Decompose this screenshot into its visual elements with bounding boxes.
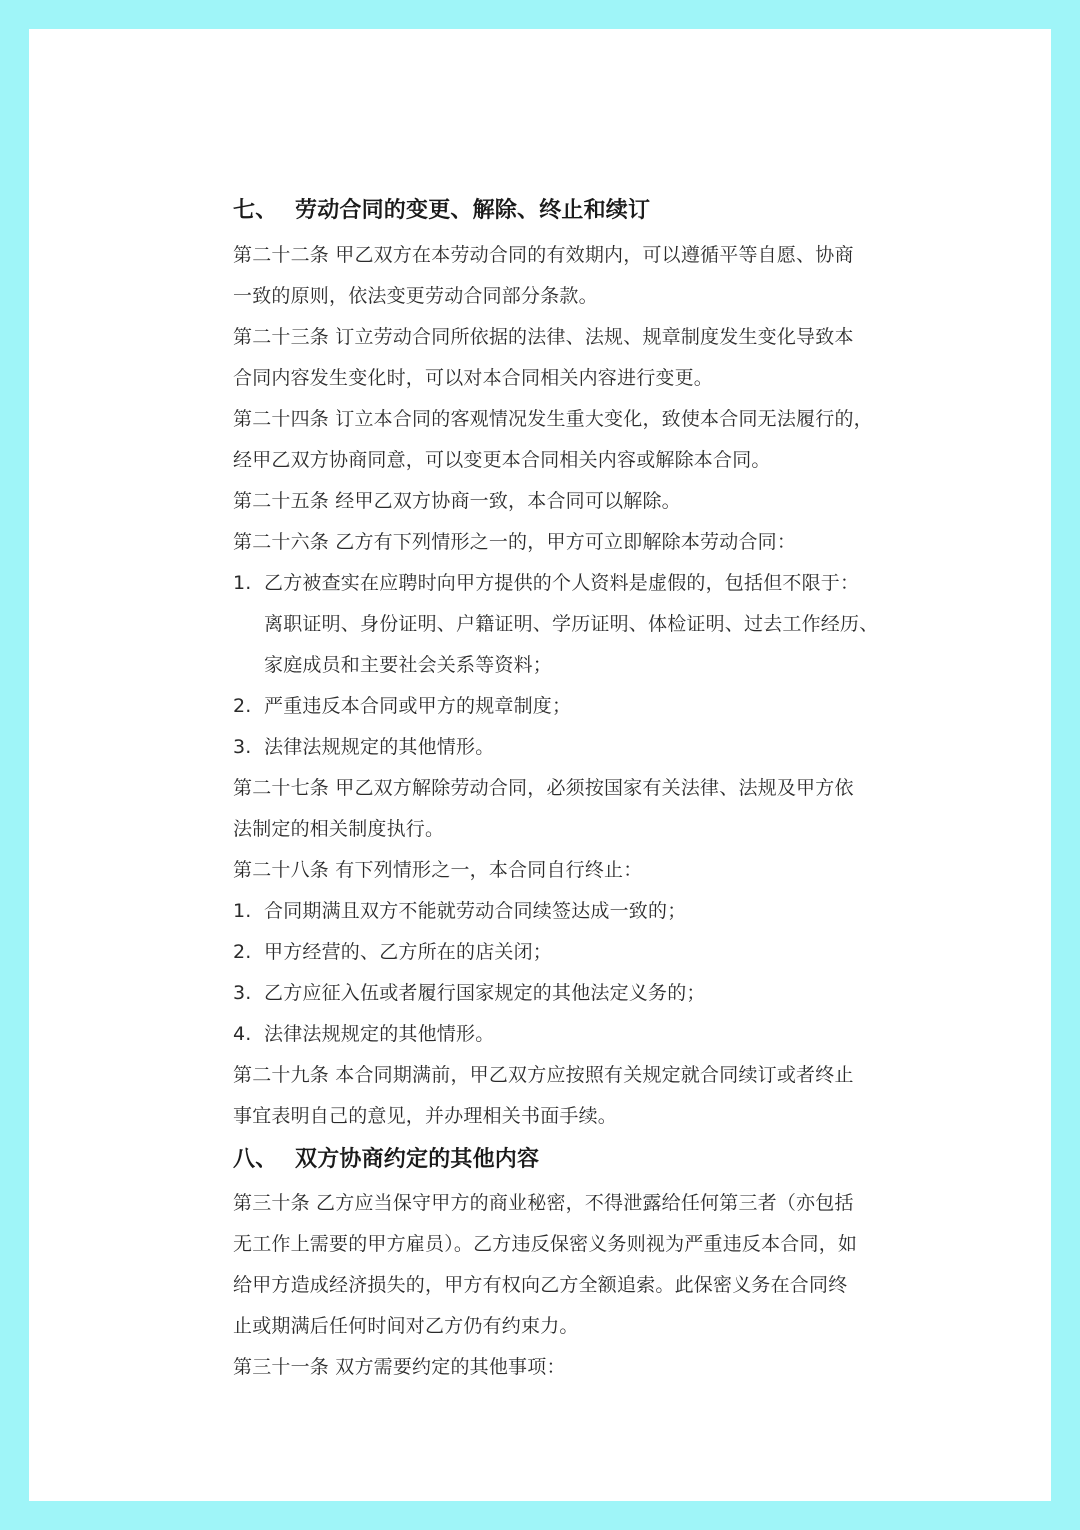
list-item-text: 甲方经营的、乙方所在的店关闭； bbox=[264, 941, 553, 963]
article-27-line: 法制定的相关制度执行。 bbox=[233, 818, 445, 840]
list-item-text: 法律法规规定的其他情形。 bbox=[264, 736, 495, 758]
article-28: 第二十八条 有下列情形之一，本合同自行终止： bbox=[233, 859, 643, 881]
article-28-item-4 bbox=[233, 1014, 913, 1055]
list-item-line: 家庭成员和主要社会关系等资料； bbox=[264, 654, 553, 676]
article-30 bbox=[233, 1183, 913, 1347]
article-30-line: 无工作上需要的甲方雇员）。乙方违反保密义务则视为严重违反本合同，如 bbox=[233, 1233, 858, 1255]
list-item-number: 1. bbox=[233, 572, 252, 594]
article-29-line: 事宜表明自己的意见，并办理相关书面手续。 bbox=[233, 1105, 618, 1127]
article-26-item-1 bbox=[233, 563, 913, 686]
list-item-number: 3. bbox=[233, 982, 252, 1004]
list-item-number: 3. bbox=[233, 736, 252, 758]
article-30-line: 止或期满后任何时间对乙方仍有约束力。 bbox=[233, 1315, 579, 1337]
article-30-line: 给甲方造成经济损失的，甲方有权向乙方全额追索。此保密义务在合同终 bbox=[233, 1274, 848, 1296]
article-25: 第二十五条 经甲乙双方协商一致，本合同可以解除。 bbox=[233, 490, 681, 512]
article-24 bbox=[233, 399, 913, 481]
list-item-text bbox=[264, 563, 913, 686]
list-item-text: 合同期满且双方不能就劳动合同续签达成一致的； bbox=[264, 900, 687, 922]
article-26-item-2 bbox=[233, 686, 913, 727]
list-item-number: 4. bbox=[233, 1023, 252, 1045]
list-item-number: 1. bbox=[233, 900, 252, 922]
list-item-line: 离职证明、身份证明、户籍证明、学历证明、体检证明、过去工作经历、 bbox=[264, 613, 879, 635]
list-item-number: 2. bbox=[233, 695, 252, 717]
article-26: 第二十六条 乙方有下列情形之一的，甲方可立即解除本劳动合同： bbox=[233, 531, 797, 553]
article-27 bbox=[233, 768, 913, 850]
list-item-number: 2. bbox=[233, 941, 252, 963]
article-30-line: 第三十条 乙方应当保守甲方的商业秘密，不得泄露给任何第三者（亦包括 bbox=[233, 1192, 854, 1214]
article-26-item-3 bbox=[233, 727, 913, 768]
document-page bbox=[29, 29, 1051, 1501]
article-24-line: 第二十四条 订立本合同的客观情况发生重大变化，致使本合同无法履行的， bbox=[233, 408, 873, 430]
article-29 bbox=[233, 1055, 913, 1137]
section-8-title: 双方协商约定的其他内容 bbox=[295, 1147, 540, 1172]
list-item-text: 法律法规规定的其他情形。 bbox=[264, 1023, 495, 1045]
article-27-line: 第二十七条 甲乙双方解除劳动合同，必须按国家有关法律、法规及甲方依 bbox=[233, 777, 854, 799]
article-23-line: 合同内容发生变化时，可以对本合同相关内容进行变更。 bbox=[233, 367, 714, 389]
article-28-item-2 bbox=[233, 932, 913, 973]
article-28-item-1 bbox=[233, 891, 913, 932]
article-22-line: 第二十二条 甲乙双方在本劳动合同的有效期内，可以遵循平等自愿、协商 bbox=[233, 244, 854, 266]
section-7-title: 劳动合同的变更、解除、终止和续订 bbox=[295, 198, 651, 223]
article-28-item-3 bbox=[233, 973, 913, 1014]
section-7-heading bbox=[233, 187, 913, 235]
article-23 bbox=[233, 317, 913, 399]
list-item-text: 严重违反本合同或甲方的规章制度； bbox=[264, 695, 572, 717]
section-8-heading bbox=[233, 1137, 913, 1183]
document-content bbox=[233, 187, 913, 1388]
article-31: 第三十一条 双方需要约定的其他事项： bbox=[233, 1356, 566, 1378]
section-8-number: 八、 bbox=[233, 1147, 278, 1172]
article-29-line: 第二十九条 本合同期满前，甲乙双方应按照有关规定就合同续订或者终止 bbox=[233, 1064, 854, 1086]
article-23-line: 第二十三条 订立劳动合同所依据的法律、法规、规章制度发生变化导致本 bbox=[233, 326, 854, 348]
list-item-text: 乙方应征入伍或者履行国家规定的其他法定义务的； bbox=[264, 982, 706, 1004]
section-7-number: 七、 bbox=[233, 198, 278, 223]
list-item-line: 乙方被查实在应聘时向甲方提供的个人资料是虚假的，包括但不限于： bbox=[264, 572, 860, 594]
article-22-line: 一致的原则，依法变更劳动合同部分条款。 bbox=[233, 285, 598, 307]
article-24-line: 经甲乙双方协商同意，可以变更本合同相关内容或解除本合同。 bbox=[233, 449, 771, 471]
article-22 bbox=[233, 235, 913, 317]
